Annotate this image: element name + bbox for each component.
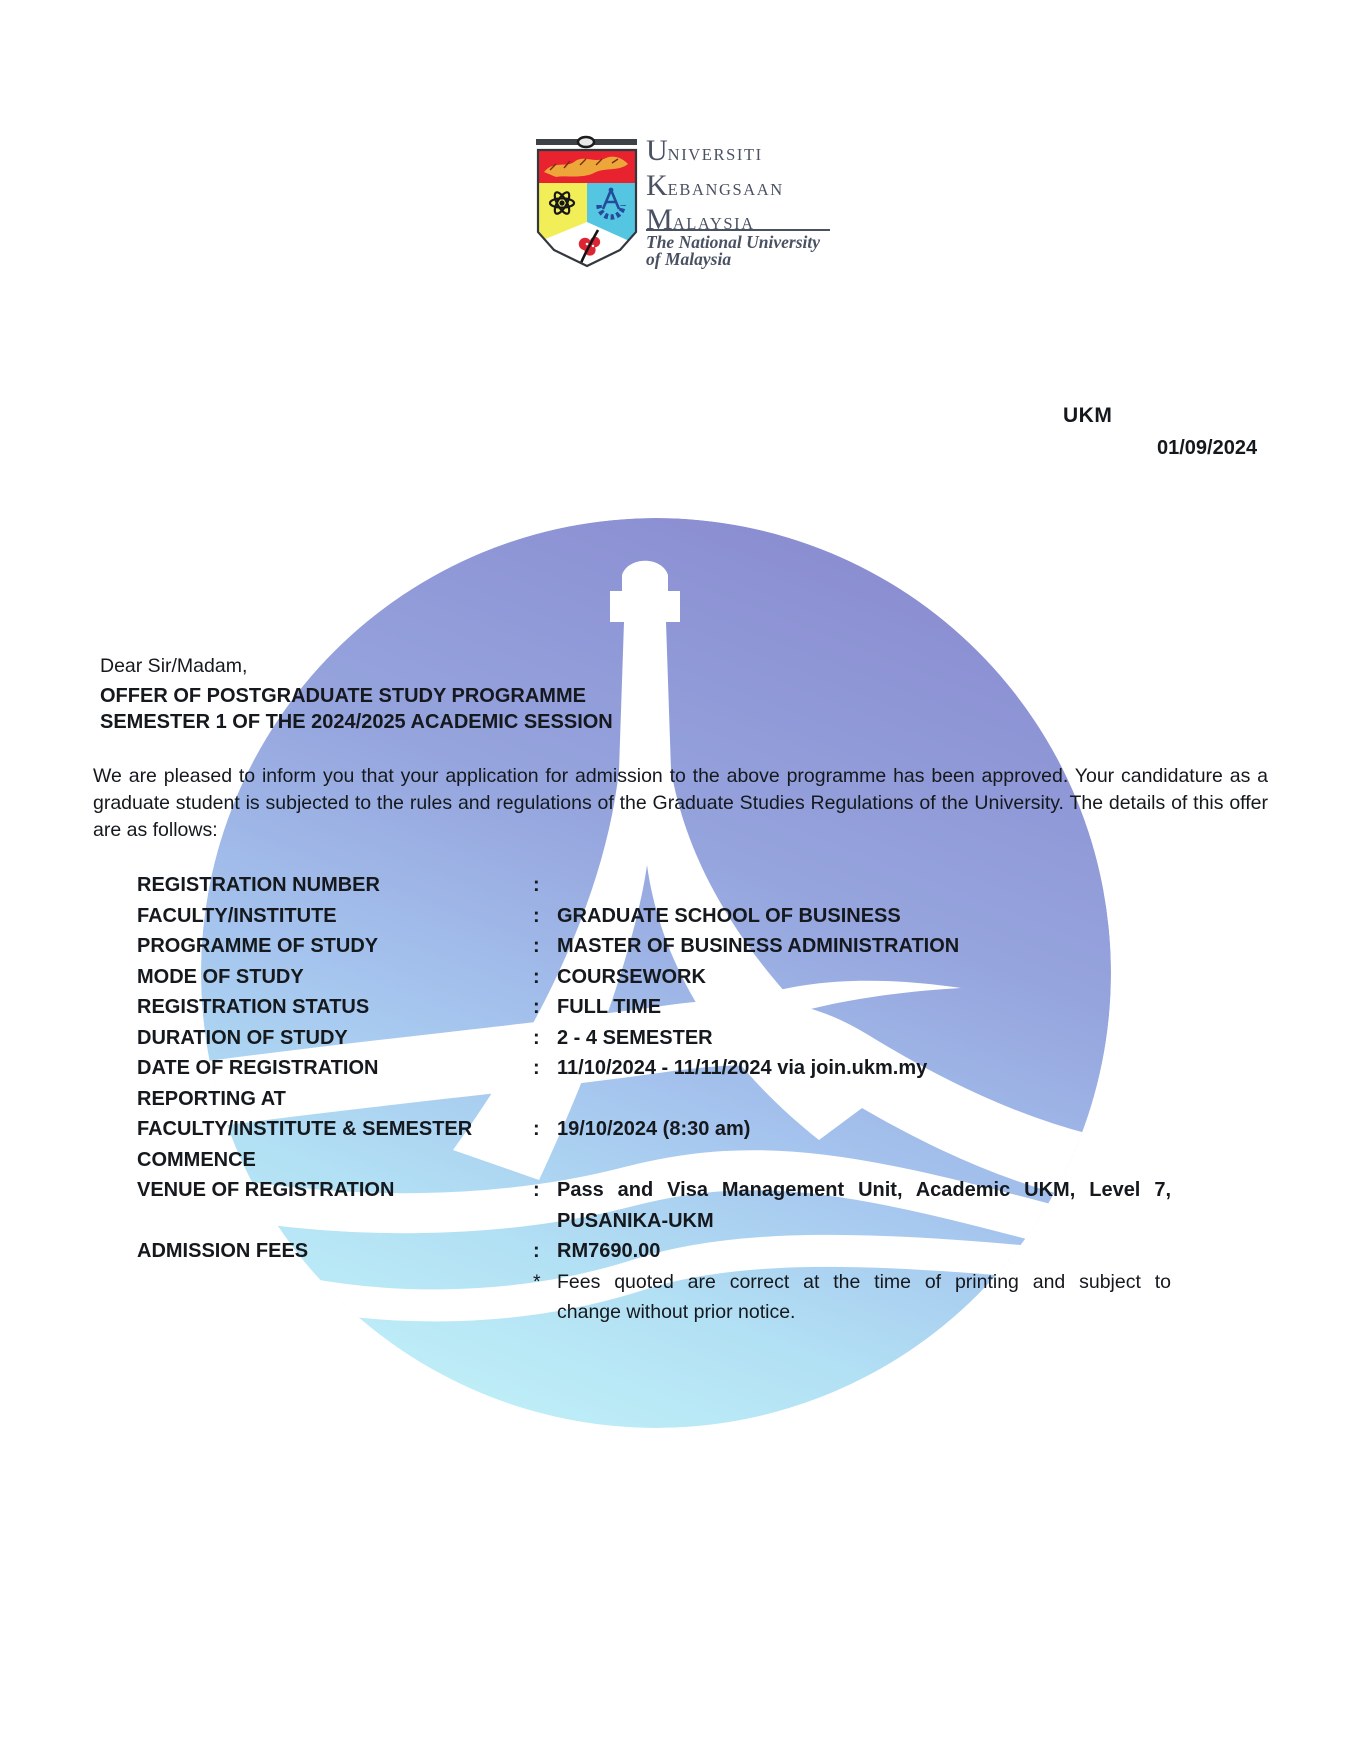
detail-line <box>137 992 1177 1023</box>
detail-line <box>137 901 1177 932</box>
detail-label: REGISTRATION NUMBER <box>137 874 380 896</box>
detail-line <box>137 962 1177 993</box>
wordmark-line <box>646 136 784 171</box>
detail-label: FACULTY/INSTITUTE <box>137 904 337 927</box>
detail-row <box>137 1023 1177 1054</box>
details-table <box>137 870 1177 1328</box>
detail-line <box>137 870 1177 901</box>
detail-colon: : <box>533 1026 540 1049</box>
detail-row <box>137 1084 1177 1176</box>
detail-label: DURATION OF STUDY <box>137 1026 348 1049</box>
detail-colon: : <box>533 874 540 896</box>
detail-colon <box>533 1145 557 1176</box>
detail-line <box>137 1114 1177 1145</box>
intro-paragraph: We are pleased to inform you that your application for admission to the above programme has been approved. Your candidature as a graduate student is subjected to the rules and regulations of the Graduate Studies Regulations of the University. The details of this offer are as follows: <box>93 765 1268 841</box>
tagline-line1: The National University <box>646 232 821 252</box>
detail-value: COURSEWORK <box>557 965 706 988</box>
detail-line <box>137 1206 1177 1237</box>
wordmark-initial: K <box>646 168 668 202</box>
fees-note-row <box>137 1267 1177 1328</box>
detail-label: ADMISSION FEES <box>137 1240 309 1262</box>
detail-line <box>137 1023 1177 1054</box>
detail-value: FULL TIME <box>557 996 662 1018</box>
detail-row <box>137 1175 1177 1236</box>
detail-value <box>557 1084 1171 1115</box>
subject-line1: OFFER OF POSTGRADUATE STUDY PROGRAMME <box>100 685 586 707</box>
detail-colon: : <box>533 935 540 957</box>
subject-heading <box>100 684 613 735</box>
fees-note-text: Fees quoted are correct at the time of printing and subject to <box>557 1270 1171 1293</box>
wordmark-initial: M <box>646 203 673 236</box>
detail-value: 2 - 4 SEMESTER <box>557 1026 713 1049</box>
fees-note-marker: * <box>533 1270 541 1293</box>
detail-row <box>137 992 1177 1023</box>
detail-label: DATE OF REGISTRATION <box>137 1057 379 1079</box>
detail-row <box>137 931 1177 962</box>
detail-line <box>137 1175 1177 1206</box>
detail-line <box>137 931 1177 962</box>
detail-row <box>137 901 1177 932</box>
detail-row <box>137 962 1177 993</box>
detail-label: FACULTY/INSTITUTE & SEMESTER <box>137 1118 473 1140</box>
detail-colon: : <box>533 1118 540 1140</box>
detail-value: PUSANIKA-UKM <box>557 1209 714 1232</box>
detail-value: 11/10/2024 - 11/11/2024 via join.ukm.my <box>557 1057 928 1079</box>
detail-line <box>137 1297 1177 1328</box>
detail-colon <box>533 1206 557 1237</box>
detail-colon: : <box>533 1240 540 1262</box>
wordmark-line <box>646 168 784 206</box>
detail-value: MASTER OF BUSINESS ADMINISTRATION <box>557 935 960 957</box>
fees-note-marker <box>533 1297 557 1328</box>
detail-label: REGISTRATION STATUS <box>137 996 370 1018</box>
detail-label: COMMENCE <box>137 1148 256 1171</box>
detail-label <box>137 1267 533 1298</box>
fees-note-text: change without prior notice. <box>557 1301 796 1323</box>
detail-label: PROGRAMME OF STUDY <box>137 935 379 957</box>
detail-colon: : <box>533 1179 540 1201</box>
ukm-crest-icon <box>534 134 638 286</box>
detail-label: VENUE OF REGISTRATION <box>137 1179 395 1201</box>
detail-value: RM7690.00 <box>557 1240 661 1262</box>
wordmark-rest: NIVERSITI <box>667 145 763 164</box>
detail-value <box>557 1145 1171 1176</box>
detail-colon: : <box>533 1057 540 1079</box>
detail-row <box>137 1053 1177 1084</box>
university-tagline <box>646 229 830 267</box>
detail-colon <box>533 1084 557 1115</box>
detail-line <box>137 1084 1177 1115</box>
wordmark-rest: ALAYSIA <box>672 214 755 233</box>
detail-label <box>137 1206 533 1237</box>
detail-line <box>137 1267 1177 1298</box>
detail-line <box>137 1145 1177 1176</box>
tagline-line2: of Malaysia <box>646 248 732 269</box>
detail-label: MODE OF STUDY <box>137 965 304 988</box>
university-wordmark <box>646 136 784 240</box>
letter-date: 01/09/2024 <box>1157 437 1258 459</box>
detail-row <box>137 1236 1177 1267</box>
detail-line <box>137 1236 1177 1267</box>
detail-row <box>137 870 1177 901</box>
detail-value <box>557 870 1171 901</box>
detail-label: REPORTING AT <box>137 1087 286 1110</box>
detail-label <box>137 1297 533 1328</box>
wordmark-initial: U <box>646 134 668 167</box>
salutation: Dear Sir/Madam, <box>100 655 248 677</box>
detail-value: Pass and Visa Management Unit, Academic UKM, Level 7, <box>557 1179 1171 1201</box>
subject-line2: SEMESTER 1 OF THE 2024/2025 ACADEMIC SESSION <box>100 710 613 733</box>
reference-code: UKM <box>1063 404 1113 427</box>
detail-value: GRADUATE SCHOOL OF BUSINESS <box>557 904 901 927</box>
detail-colon: : <box>533 965 540 988</box>
detail-colon: : <box>533 996 540 1018</box>
detail-value: 19/10/2024 (8:30 am) <box>557 1118 751 1140</box>
detail-line <box>137 1053 1177 1084</box>
detail-colon: : <box>533 904 540 927</box>
wordmark-rest: EBANGSAAN <box>667 179 784 199</box>
